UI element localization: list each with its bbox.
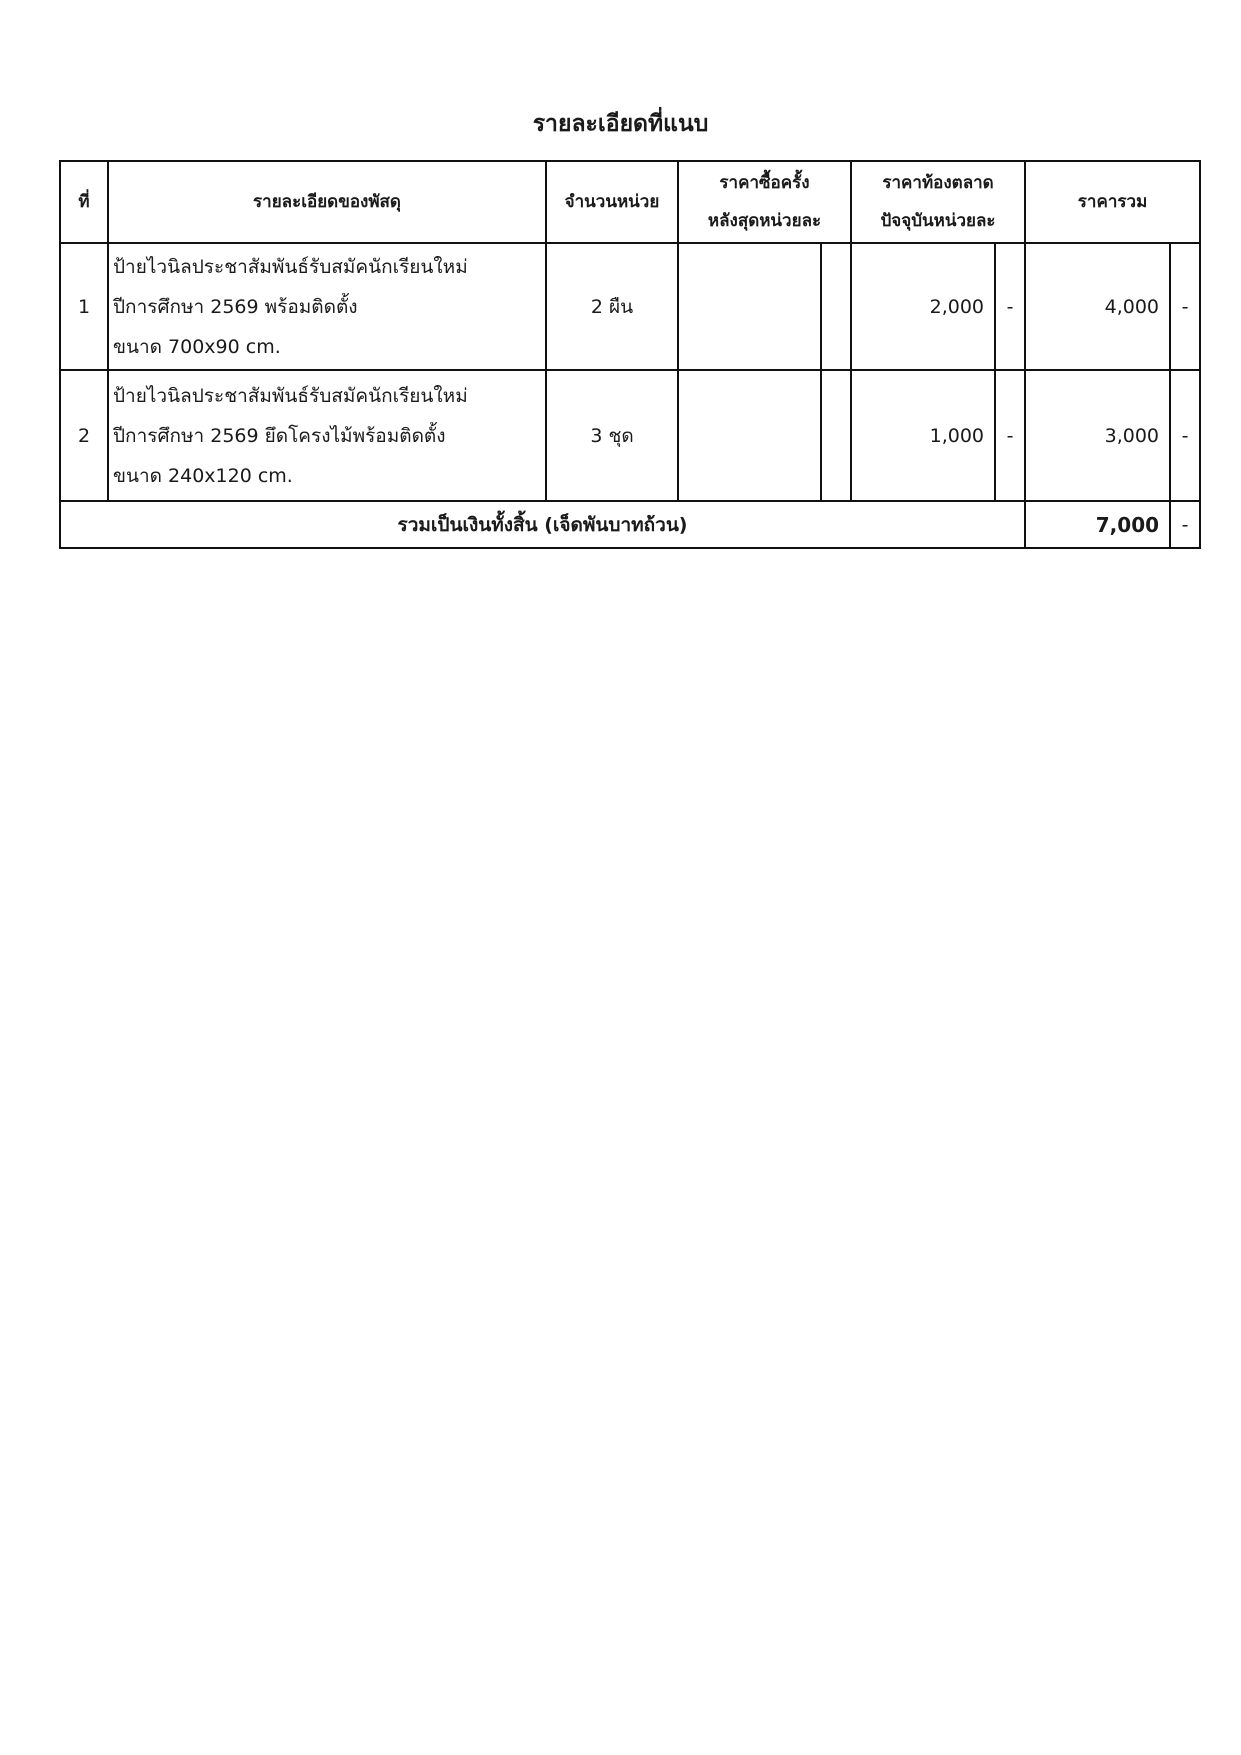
description-line: ขนาด 700x90 cm.	[113, 335, 281, 358]
description-line: ขนาด 240x120 cm.	[113, 464, 293, 487]
row-last-price-baht	[678, 370, 821, 501]
description-line: ปีการศึกษา 2569 ยึดโครงไม้พร้อมติดตั้ง	[113, 424, 446, 447]
row-total-baht: 4,000	[1025, 243, 1170, 370]
description-line: ป้ายไวนิลประชาสัมพันธ์รับสมัคนักเรียนใหม่	[113, 255, 468, 278]
row-description	[108, 243, 546, 370]
row-total-satang: -	[1170, 243, 1200, 370]
header-market-price-line1: ราคาท้องตลาด	[882, 173, 994, 193]
row-market-price-satang: -	[995, 370, 1025, 501]
row-last-price-satang	[821, 243, 851, 370]
table-row	[60, 243, 1200, 370]
header-market-price	[851, 161, 1025, 243]
grand-total-baht: 7,000	[1025, 501, 1170, 548]
row-no: 2	[60, 370, 108, 501]
items-table	[59, 160, 1201, 549]
row-total-satang: -	[1170, 370, 1200, 501]
grand-total-row	[60, 501, 1200, 548]
grand-total-satang: -	[1170, 501, 1200, 548]
row-last-price-baht	[678, 243, 821, 370]
row-last-price-satang	[821, 370, 851, 501]
header-last-price	[678, 161, 851, 243]
description-line: ปีการศึกษา 2569 พร้อมติดตั้ง	[113, 295, 358, 318]
row-total-baht: 3,000	[1025, 370, 1170, 501]
header-last-price-line1: ราคาซื้อครั้ง	[719, 173, 810, 193]
row-quantity: 2 ผืน	[546, 243, 678, 370]
header-market-price-line2: ปัจจุบันหน่วยละ	[880, 211, 996, 231]
header-last-price-line2: หลังสุดหน่วยละ	[707, 211, 822, 231]
header-quantity: จำนวนหน่วย	[546, 161, 678, 243]
grand-total-label: รวมเป็นเงินทั้งสิ้น (เจ็ดพันบาทถ้วน)	[60, 501, 1025, 548]
header-total: ราคารวม	[1025, 161, 1200, 243]
row-market-price-baht: 1,000	[851, 370, 995, 501]
table-row	[60, 370, 1200, 501]
table-header-row	[60, 161, 1200, 243]
row-market-price-satang: -	[995, 243, 1025, 370]
row-no: 1	[60, 243, 108, 370]
header-description: รายละเอียดของพัสดุ	[108, 161, 546, 243]
description-line: ป้ายไวนิลประชาสัมพันธ์รับสมัคนักเรียนใหม่	[113, 384, 468, 407]
row-quantity: 3 ชุด	[546, 370, 678, 501]
row-market-price-baht: 2,000	[851, 243, 995, 370]
document-title: รายละเอียดที่แนบ	[532, 111, 709, 137]
header-no: ที่	[60, 161, 108, 243]
row-description	[108, 370, 546, 501]
